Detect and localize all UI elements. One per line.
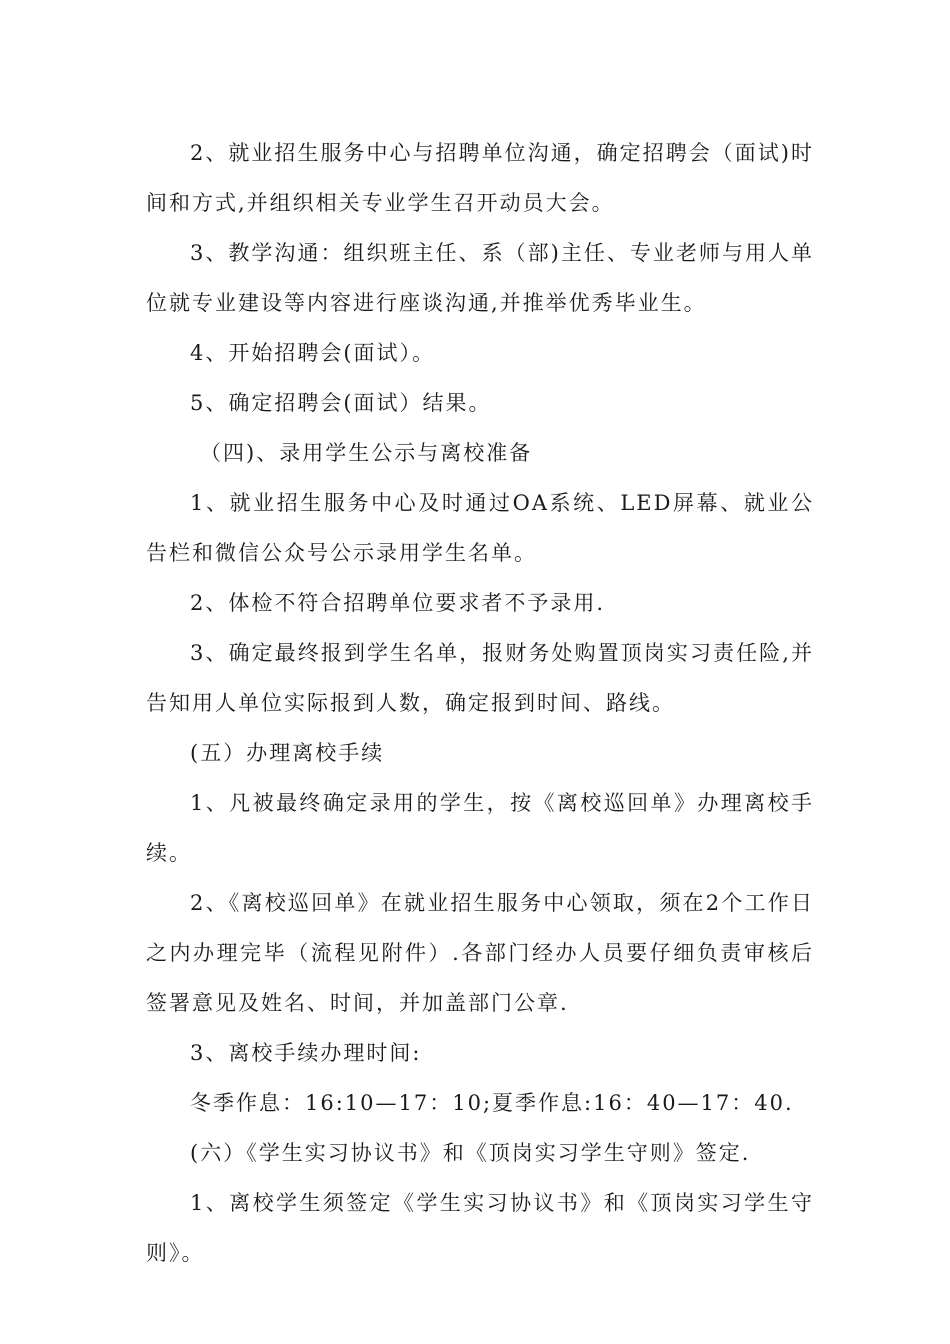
paragraph-schedule-times: 冬季作息：16:10—17：10;夏季作息:16：40—17：40. (190, 1091, 794, 1115)
section-heading-5-leaving-procedures: (五）办理离校手续 (190, 741, 385, 765)
section-heading-6-agreements: (六）《学生实习协议书》和《顶岗实习学生守则》签定. (190, 1141, 751, 1165)
section-heading-4-announcement: （四)、录用学生公示与离校准备 (200, 441, 533, 465)
paragraph-item-2-recruitment-communication: 2、就业招生服务中心与招聘单位沟通，确定招聘会（面试)时间和方式,并组织相关专业学生召开动员大会。 (146, 141, 814, 215)
paragraph-item-1-leaving-form: 1、凡被最终确定录用的学生，按《离校巡回单》办理离校手续。 (146, 791, 814, 865)
paragraph-item-3-final-list: 3、确定最终报到学生名单，报财务处购置顶岗实习责任险,并告知用人单位实际报到人数，确定报到时间、路线。 (146, 641, 814, 715)
paragraph-item-2-form-processing: 2、《离校巡回单》在就业招生服务中心领取，须在2个工作日之内办理完毕（流程见附件）.各部门经办人员要仔细负责审核后签署意见及姓名、时间，并加盖部门公章. (146, 891, 814, 1015)
paragraph-item-1-publish-list: 1、就业招生服务中心及时通过OA系统、LED屏幕、就业公告栏和微信公众号公示录用学生名单。 (146, 491, 814, 565)
paragraph-item-1-sign-agreements: 1、离校学生须签定《学生实习协议书》和《顶岗实习学生守则》。 (146, 1191, 814, 1265)
paragraph-item-3-office-hours: 3、离校手续办理时间: (190, 1041, 422, 1065)
paragraph-item-3-teaching-communication: 3、教学沟通：组织班主任、系（部)主任、专业老师与用人单位就专业建设等内容进行座谈沟通,并推举优秀毕业生。 (146, 241, 814, 315)
paragraph-item-5-interview-result: 5、确定招聘会(面试）结果。 (190, 391, 492, 415)
paragraph-item-2-medical-check: 2、体检不符合招聘单位要求者不予录用. (190, 591, 606, 615)
paragraph-item-4-start-interview: 4、开始招聘会(面试）。 (190, 341, 436, 365)
document-body (146, 128, 814, 1278)
